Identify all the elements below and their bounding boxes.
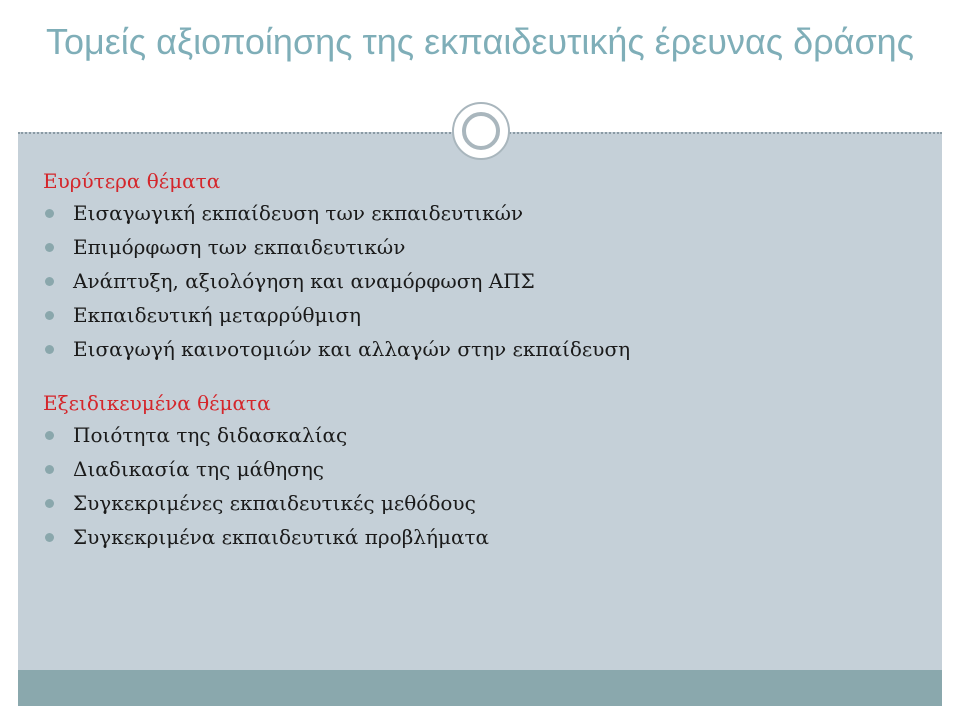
list-item-text: Ανάπτυξη, αξιολόγηση και αναμόρφωση ΑΠΣ <box>73 269 535 293</box>
list-item-text: Εισαγωγική εκπαίδευση των εκπαιδευτικών <box>73 201 524 225</box>
list-item-text: Διαδικασία της μάθησης <box>73 457 325 481</box>
list-item-text: Ποιότητα της διδασκαλίας <box>73 423 348 447</box>
bullet-list <box>43 418 923 554</box>
list-item <box>43 230 923 264</box>
section-heading: Εξειδικευμένα θέματα <box>43 391 271 415</box>
list-item <box>43 196 923 230</box>
list-item-text: Εισαγωγή καινοτομιών και αλλαγών στην εκπαίδευση <box>73 337 631 361</box>
bullet-icon <box>45 311 54 320</box>
list-item <box>43 520 923 554</box>
list-item <box>43 486 923 520</box>
bullet-icon <box>45 465 54 474</box>
bullet-icon <box>45 277 54 286</box>
bullet-icon <box>45 243 54 252</box>
section-broader-topics <box>43 166 923 366</box>
list-item-text: Εκπαιδευτική μεταρρύθμιση <box>73 303 362 327</box>
bullet-icon <box>45 499 54 508</box>
section-specialized-topics <box>43 388 923 554</box>
divider-ornament-inner <box>462 112 500 150</box>
bullet-icon <box>45 431 54 440</box>
list-item <box>43 418 923 452</box>
bullet-list <box>43 196 923 366</box>
list-item <box>43 298 923 332</box>
slide-content <box>43 166 923 554</box>
bullet-icon <box>45 533 54 542</box>
slide-title: Τομείς αξιοποίησης της εκπαιδευτικής έρευνας δράσης <box>45 21 915 62</box>
list-item-text: Επιμόρφωση των εκπαιδευτικών <box>73 235 406 259</box>
list-item-text: Συγκεκριμένα εκπαιδευτικά προβλήματα <box>73 525 490 549</box>
list-item <box>43 264 923 298</box>
bullet-icon <box>45 345 54 354</box>
section-heading: Ευρύτερα θέματα <box>43 169 221 193</box>
list-item <box>43 452 923 486</box>
list-item <box>43 332 923 366</box>
list-item-text: Συγκεκριμένες εκπαιδευτικές μεθόδους <box>73 491 476 515</box>
bullet-icon <box>45 209 54 218</box>
footer-bar <box>18 670 942 706</box>
